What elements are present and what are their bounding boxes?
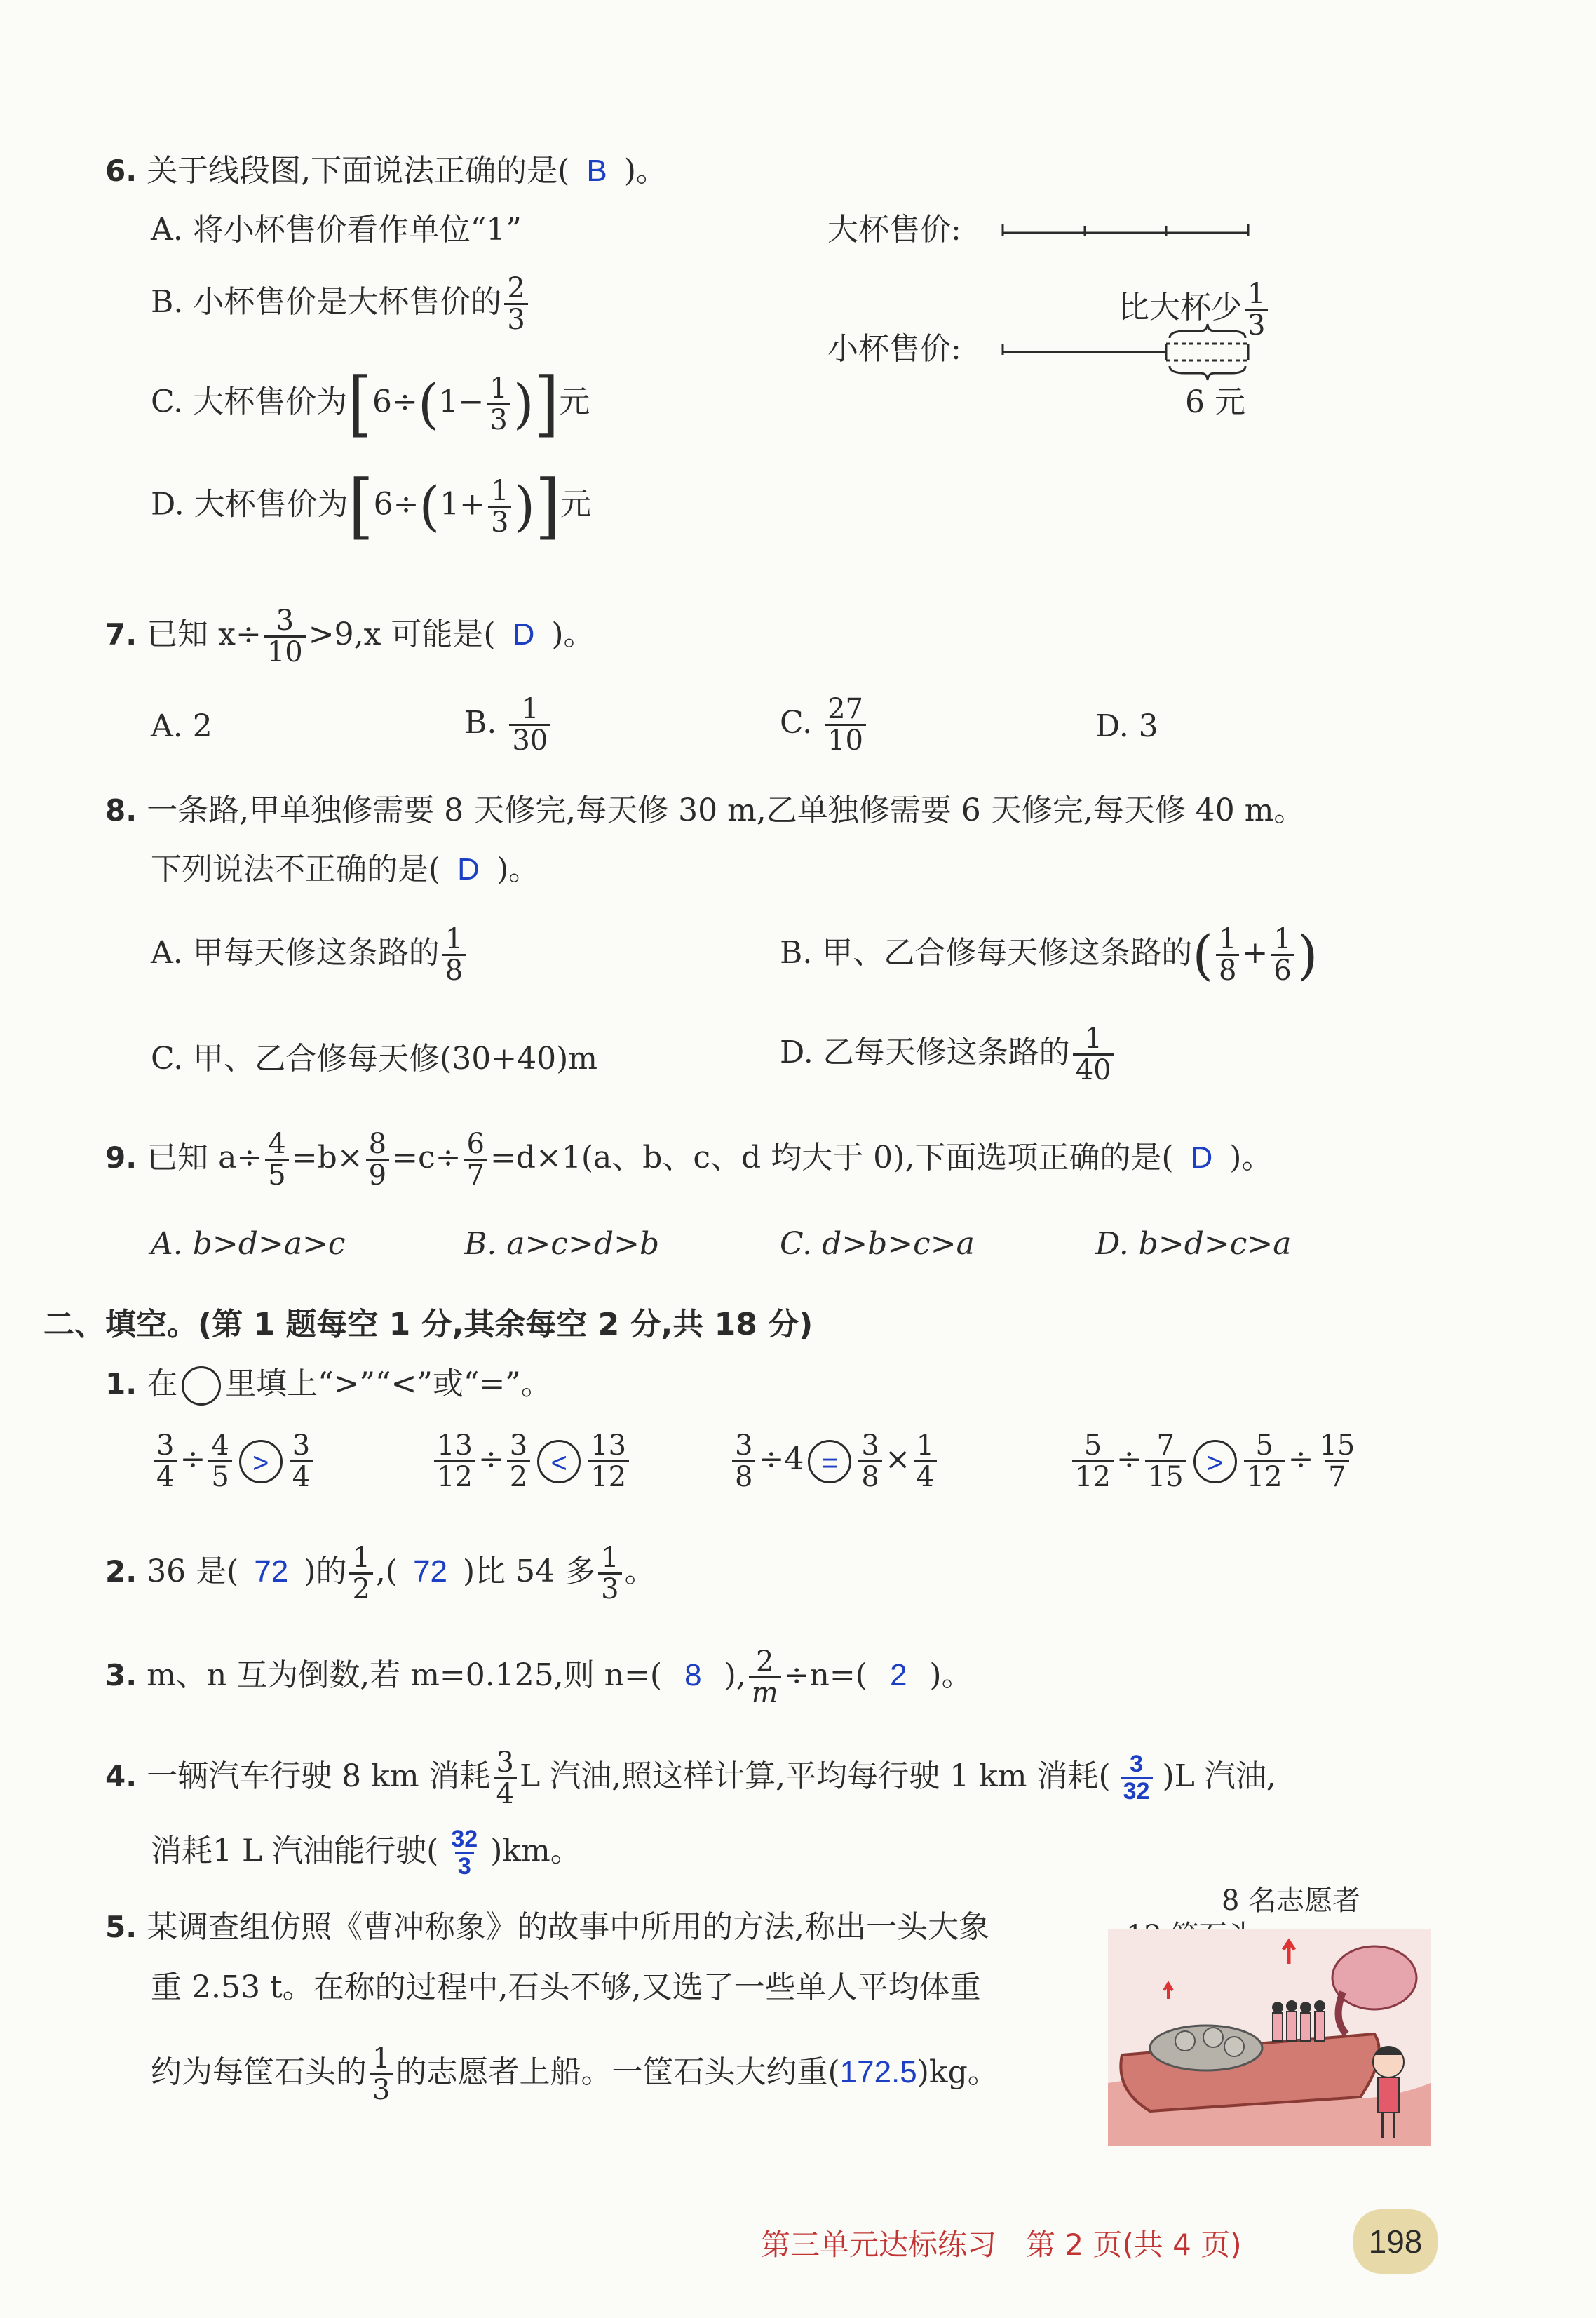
small-cup-label: 小杯售价: — [827, 331, 961, 367]
compare-circle[interactable]: < — [537, 1440, 581, 1483]
q6-option-c: C. 大杯售价为[6÷(1− $\frac{1}{3}$ )]元 — [151, 362, 590, 445]
question-number: 6. — [105, 154, 137, 188]
f1-item-4: $\frac{5}{12}$ ÷ $\frac{7}{15}$ > $\frac{5}{12}$ ÷ $\frac{15}{7}$ — [1069, 1431, 1360, 1492]
compare-circle[interactable]: > — [1193, 1440, 1237, 1483]
q8-option-a: A. 甲每天修这条路的 $\frac{1}{8}$ — [151, 924, 468, 985]
q8-stem-line1: 8. 一条路,甲单独修需要 8 天修完,每天修 30 m,乙单独修需要 6 天修完,每天修 40 m。 — [105, 793, 1305, 828]
q8-option-c: C. 甲、乙合修每天修(30+40)m — [151, 1041, 597, 1077]
q6-option-a: A. 将小杯售价看作单位“1” — [151, 212, 522, 248]
volunteer-label: 8 名志愿者 — [1222, 1885, 1361, 1917]
f1-item-2: $\frac{13}{12}$ ÷ $\frac{3}{2}$ < $\frac{13}{12}$ — [431, 1431, 632, 1492]
f1-stem: 1. 在 里填上“>”“<”或“=”。 — [105, 1366, 552, 1406]
q7-answer: D — [512, 617, 535, 652]
q9-option-c: C. d>b>c>a — [780, 1226, 975, 1262]
footer-title: 第三单元达标练习 第 2 页(共 4 页) — [761, 2228, 1242, 2262]
q6-stem: 6. 关于线段图,下面说法正确的是( B )。 — [105, 153, 667, 189]
compare-circle[interactable]: = — [808, 1440, 851, 1483]
q7-option-a: A. 2 — [151, 708, 212, 744]
page-number-badge: 198 — [1353, 2209, 1438, 2274]
f5-line2: 重 2.53 t。在称的过程中,石头不够,又选了一些单人平均体重 — [151, 1969, 981, 2005]
f1-item-3: $\frac{3}{8}$ ÷4 = $\frac{3}{8}$ × $\frac{1}{4}$ — [729, 1431, 940, 1492]
six-yuan-label: 6 元 — [1185, 384, 1245, 420]
line-segment-diagram — [982, 210, 1262, 393]
section-title: 二、填空。(第 1 题每空 1 分,其余每空 2 分,共 18 分) — [43, 1307, 813, 1342]
q7-option-c: C. $\frac{27}{10}$ — [780, 694, 869, 755]
q9-option-b: B. a>c>d>b — [464, 1226, 660, 1262]
q9-option-a: A. b>d>a>c — [151, 1226, 346, 1262]
f5-line1: 5. 某调查组仿照《曹冲称象》的故事中所用的方法,称出一头大象 — [105, 1909, 990, 1945]
q6-option-b: B. 小杯售价是大杯售价的 $\frac{2}{3}$ — [151, 274, 531, 335]
elephant-boat-illustration — [1108, 1915, 1431, 2146]
f3-stem: 3. m、n 互为倒数,若 m=0.125,则 n=( 8 ), $\frac{2}{m}$ ÷n=( 2 )。 — [105, 1645, 973, 1709]
q7-stem: 7. 已知 x÷ $\frac{3}{10}$ >9,x 可能是( D )。 — [105, 605, 595, 668]
q8-option-d: D. 乙每天修这条路的 $\frac{1}{40}$ — [780, 1024, 1117, 1085]
q8-option-b: B. 甲、乙合修每天修这条路的( $\frac{1}{8}$ + $\frac{1}{6}$ ) — [780, 923, 1318, 987]
q9-option-d: D. b>d>c>a — [1095, 1226, 1292, 1262]
q8-stem-line2: 下列说法不正确的是( D )。 — [151, 851, 540, 887]
less-label: 比大杯少 $\frac{1}{3}$ — [1118, 279, 1271, 340]
q7-option-d: D. 3 — [1095, 708, 1158, 744]
compare-circle[interactable]: > — [239, 1440, 283, 1483]
q6-option-d: D. 大杯售价为[6÷(1+ $\frac{1}{3}$ )]元 — [151, 464, 592, 548]
f4-line2: 消耗1 L 汽油能行驶( $\frac{32}{3}$ )km。 — [151, 1826, 581, 1880]
f4-line1: 4. 一辆汽车行驶 8 km 消耗 $\frac{3}{4}$ L 汽油,照这样计算,平均每行驶 1 km 消耗( $\frac{3}{32}$ )L 汽油, — [105, 1746, 1276, 1810]
q9-answer: D — [1190, 1140, 1213, 1175]
f5-line3: 约为每筐石头的 $\frac{1}{3}$ 的志愿者上船。一筐石头大约重(172.5)kg。 — [151, 2042, 999, 2106]
big-cup-label: 大杯售价: — [827, 212, 961, 248]
q8-answer: D — [457, 852, 480, 887]
q6-answer: B — [586, 154, 607, 188]
q7-option-b: B. $\frac{1}{30}$ — [464, 694, 553, 755]
f2-stem: 2. 36 是( 72 )的 $\frac{1}{2}$ ,( 72 )比 54 多 $\frac{1}{3}$ 。 — [105, 1542, 656, 1605]
f1-item-1: $\frac{3}{4}$ ÷ $\frac{4}{5}$ > $\frac{3}{4}$ — [151, 1431, 316, 1492]
blank-circle-icon — [182, 1366, 221, 1406]
q9-stem: 9. 已知 a÷ $\frac{4}{5}$ =b× $\frac{8}{9}$ =c÷ $\frac{6}{7}$ =d×1(a、b、c、d 均大于 0),下面选项正确的是( D )。 — [105, 1128, 1273, 1192]
